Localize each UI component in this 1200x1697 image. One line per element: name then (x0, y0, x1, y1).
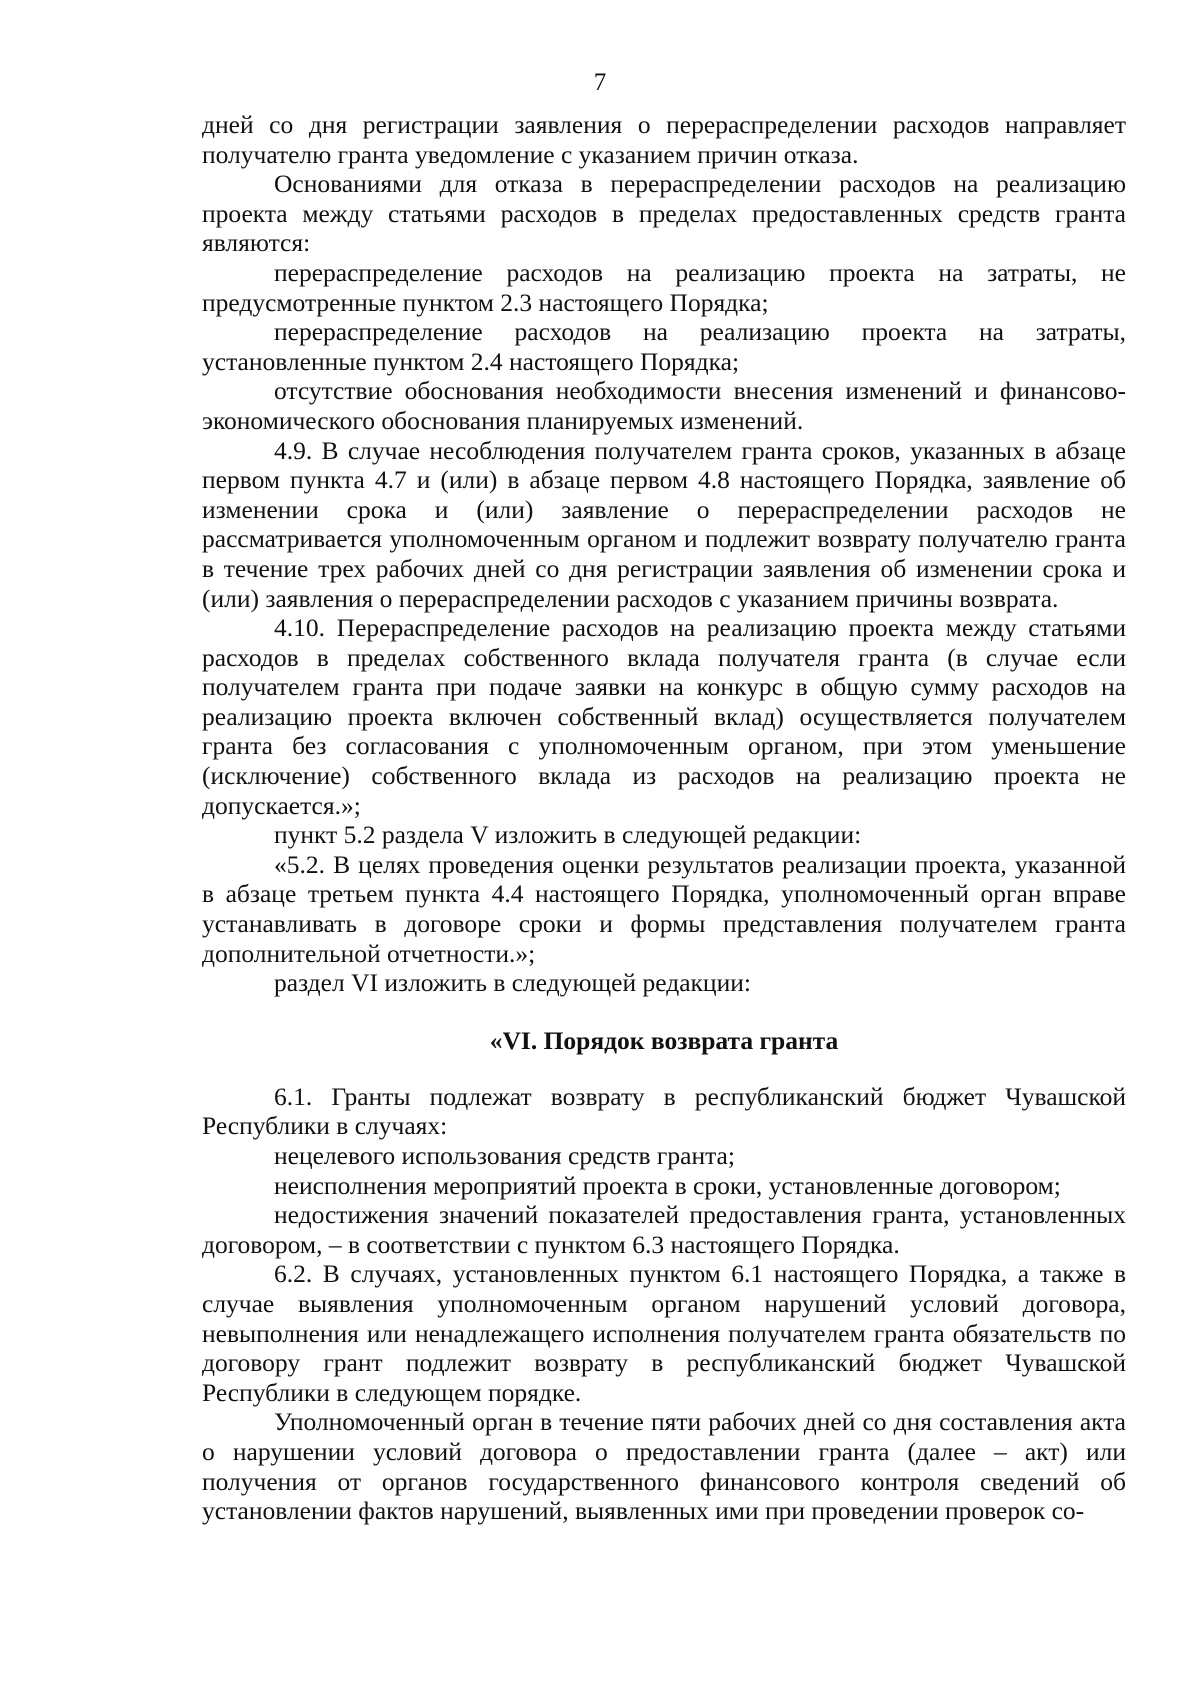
paragraph: перераспределение расходов на реализацию проекта на затраты, установленные пунктом 2.4 настоящего Порядка; (202, 317, 1126, 376)
paragraph: «5.2. В целях проведения оценки результатов реализации проекта, указанной в абзаце третьем пункта 4.4 настоящего Порядка, уполномоченный орган вправе устанавливать в договоре сроки и формы представления получателем гранта дополнительной отчетности.»; (202, 849, 1126, 968)
paragraph: нецелевого использования средств гранта; (274, 1141, 735, 1170)
paragraph: отсутствие обоснования необходимости внесения изменений и финансово-экономического обоснования планируемых изменений. (202, 376, 1126, 435)
paragraph: Основаниями для отказа в перераспределении расходов на реализацию проекта между статьями расходов в пределах предоставленных средств гранта являются: (202, 169, 1126, 258)
paragraph: пункт 5.2 раздела V изложить в следующей редакции: (274, 820, 862, 850)
paragraph: 4.9. В случае несоблюдения получателем гранта сроков, указанных в абзаце первом пункта 4.7 и (или) в абзаце первом 4.8 настоящего Порядка, заявление об изменении срока и (или) заявление о перераспределении расходов не рассматривается уполномоченным органом и подлежит возврату получателю гранта в течение трех рабочих дней со дня регистрации заявления об изменении срока и (или) заявления о перераспределении расходов с указанием причины возврата. (202, 435, 1126, 613)
paragraphs-before-heading (202, 110, 1126, 998)
paragraph: перераспределение расходов на реализацию проекта на затраты, не предусмотренные пунктом 2.3 настоящего Порядка; (202, 257, 1126, 317)
paragraph: 6.1. Гранты подлежат возврату в республиканский бюджет Чувашской Республики в случаях: (202, 1081, 1126, 1141)
paragraph: неисполнения мероприятий проекта в сроки, установленные договором; (274, 1170, 1061, 1200)
paragraph: 4.10. Перераспределение расходов на реализацию проекта между статьями расходов в пределах собственного вклада получателя гранта (в случае если получателем гранта при подаче заявки на конкурс в общую сумму расходов на реализацию проекта включен собственный вклад) осуществляется получателем гранта без согласования с уполномоченным органом, при этом уменьшение (исключение) собственного вклада из расходов на реализацию проекта не допускается.»; (202, 613, 1126, 820)
paragraph: 6.2. В случаях, установленных пунктом 6.1 настоящего Порядка, а также в случае выявления уполномоченным органом нарушений условий договора, невыполнения или ненадлежащего исполнения получателем гранта обязательств по договору грант подлежит возврату в республиканский бюджет Чувашской Республики в следующем порядке. (202, 1259, 1126, 1407)
paragraph: Уполномоченный орган в течение пяти рабочих дней со дня составления акта о нарушении условий договора о предоставлении гранта (далее – акт) или получения от органов государственного финансового контроля сведений об установлении фактов нарушений, выявленных ими при проведении проверок со- (202, 1407, 1126, 1526)
page-number: 7 (593, 69, 607, 96)
paragraph: раздел VI изложить в следующей редакции: (274, 968, 751, 998)
paragraphs-after-heading (202, 1082, 1126, 1526)
paragraph: недостижения значений показателей предоставления гранта, установленных договором, – в соответствии с пунктом 6.3 настоящего Порядка. (202, 1200, 1126, 1259)
document-body (202, 110, 1126, 1526)
section-heading: «VI. Порядок возврата гранта (489, 1025, 839, 1055)
paragraph: дней со дня регистрации заявления о перераспределении расходов направляет получателю гранта уведомление с указанием причин отказа. (202, 110, 1126, 169)
